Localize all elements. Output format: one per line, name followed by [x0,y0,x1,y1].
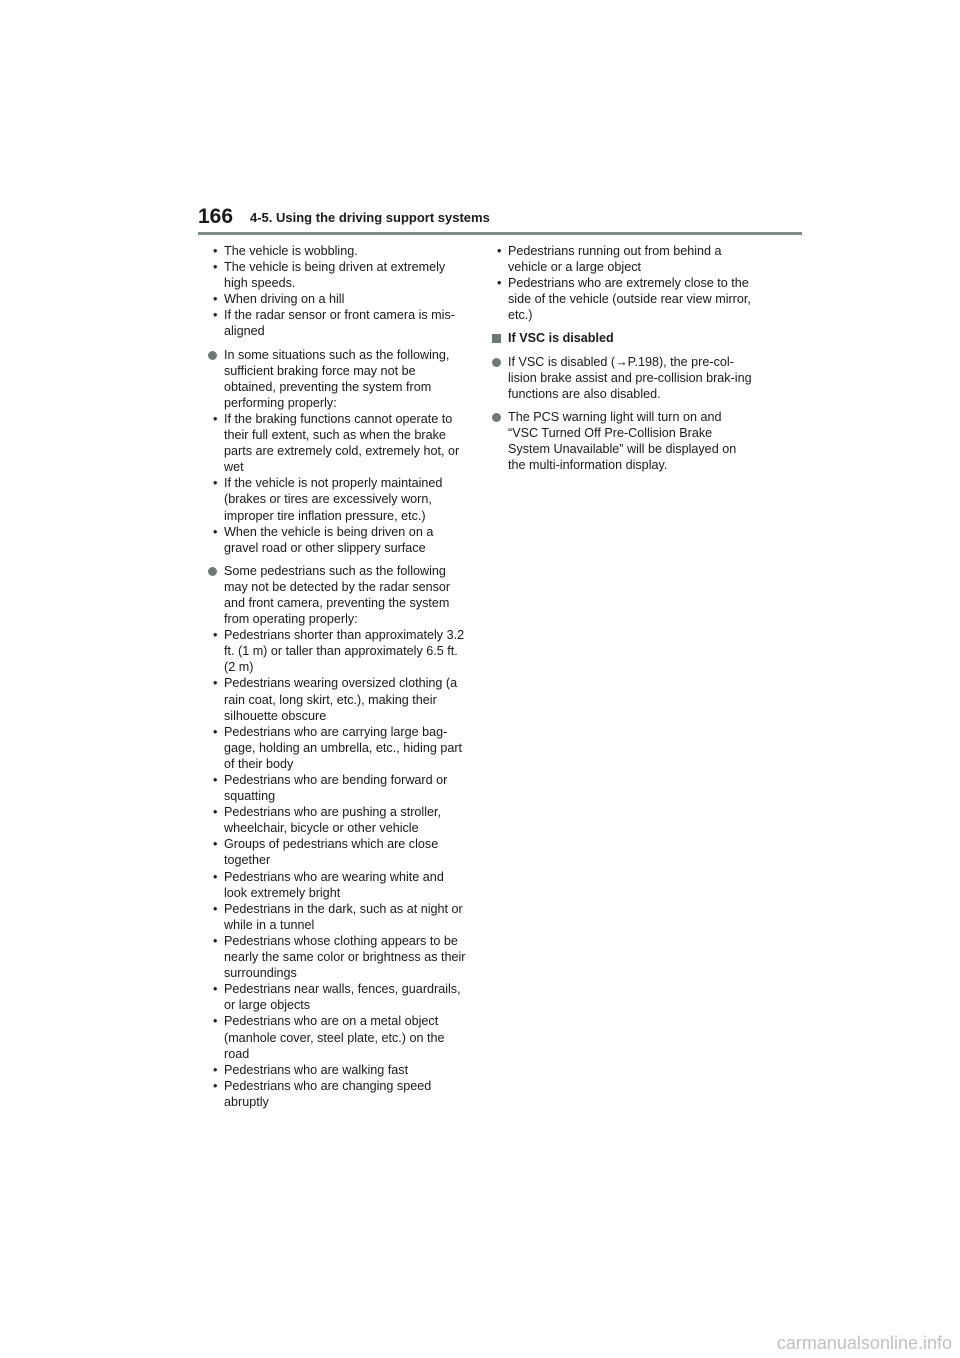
list-item: • Pedestrians who are walking fast [213,1062,409,1077]
vsc-heading: If VSC is disabled [492,330,754,346]
list-item: • Pedestrians who are pushing a stroller, wheelchair, bicycle or other vehicle [213,805,442,836]
vsc-disabled-paragraph: If VSC is disabled (→P.198), the pre-col-lision brake assist and pre-collision brak-ing functions are also disabled. [492,354,754,402]
braking-bullet-list [208,411,470,556]
watermark: carmanualsonline.info [776,1333,952,1353]
pedestrian-bullet-list [208,627,470,1110]
braking-force-paragraph: In some situations such as the following, sufficient braking force may not be obtained, preventing the system from performing properly: • If the braking functions cannot operate to their full extent, such as when the brake parts are extremely cold, extremely hot, or wet • If the vehicle is not properly maintained (brakes or tires are excessively worn, improper tire inflation pressure, etc.) • When the vehicle is being driven on a gravel road or other slippery surface [208,347,470,556]
section-title: 4-5. Using the driving support systems [250,210,490,225]
list-item: • If the braking functions cannot operate to their full extent, such as when the brake parts are extremely cold, extremely hot, or wet [213,411,460,475]
list-item: • If the vehicle is not properly maintained (brakes or tires are excessively worn, improper tire inflation pressure, etc.) [213,476,443,523]
square-bullet-icon [492,334,501,343]
header-rule [198,232,802,235]
list-item: • The vehicle is being driven at extremely high speeds. [213,260,446,291]
list-item: • Pedestrians near walls, fences, guardrails, or large objects [213,982,461,1013]
circle-bullet-icon [208,351,217,360]
list-item: • Pedestrians running out from behind a vehicle or a large object [497,244,722,275]
list-item: • The vehicle is wobbling. [213,244,358,258]
pcs-warning-paragraph: The PCS warning light will turn on and “VSC Turned Off Pre-Collision Brake System Unavailable” will be displayed on the multi-information display. [492,409,754,473]
list-item: • Pedestrians wearing oversized clothing (a rain coat, long skirt, etc.), making their silhouette obscure [213,676,458,723]
pedestrian-detection-paragraph: Some pedestrians such as the following may not be detected by the radar sensor and front camera, preventing the system from operating properly: • Pedestrians shorter than approximately 3.2 ft. (1 m) or taller than approximately 6.5 ft. (2 m) • Pedestrians wearing oversized clothing (a rain coat, long skirt, etc.), making their silhouette obscure • Pedestrians who are carrying large bag-gage, holding an umbrella, etc., hiding part of their body • Pedestrians who are bending forward or squatting • Pedestrians who are pushing a stroller, wheelchair, bicycle or other vehicle • Groups of pedestrians which are close together • Pedestrians who are wearing white and look extremely bright • Pedestrians in the dark, such as at night or while in a tunnel • Pedestrians whose clothing appears to be nearly the same color or brightness as their surroundings • Pedestrians near walls, fences, guardrails, or large objects • Pedestrians who are on a metal object (manhole cover, steel plate, etc.) on the road • Pedestrians who are walking fast • Pedestrians who are changing speed abruptly [208,563,470,1110]
list-item: • When the vehicle is being driven on a gravel road or other slippery surface [213,524,434,555]
list-item: • Pedestrians whose clothing appears to be nearly the same color or brightness as their surroundings [213,933,466,981]
page-header [198,204,802,236]
left-column [208,243,470,1110]
right-column [492,243,754,473]
circle-bullet-icon [492,358,501,367]
list-item: • If the radar sensor or front camera is mis-aligned [213,308,455,339]
continued-bullet-list [492,243,754,323]
list-item: • When driving on a hill [213,292,345,307]
list-item: • Pedestrians who are bending forward or squatting [213,773,448,804]
list-item: • Pedestrians who are wearing white and look extremely bright [213,869,444,900]
list-item: • Groups of pedestrians which are close together [213,837,439,868]
list-item: • Pedestrians shorter than approximately 3.2 ft. (1 m) or taller than approximately 6.5 ft. (2 m) [213,628,465,675]
list-item: • Pedestrians who are changing speed abruptly [213,1078,432,1109]
list-item: • Pedestrians who are carrying large bag-gage, holding an umbrella, etc., hiding part of their body [213,724,463,771]
page-number: 166 [198,205,234,228]
circle-bullet-icon [208,567,217,576]
list-item: • Pedestrians who are extremely close to the side of the vehicle (outside rear view mirror, etc.) [497,276,751,323]
list-item: • Pedestrians in the dark, such as at night or while in a tunnel [213,901,463,932]
circle-bullet-icon [492,413,501,422]
intro-bullet-list [208,243,470,340]
list-item: • Pedestrians who are on a metal object (manhole cover, steel plate, etc.) on the road [213,1014,445,1061]
